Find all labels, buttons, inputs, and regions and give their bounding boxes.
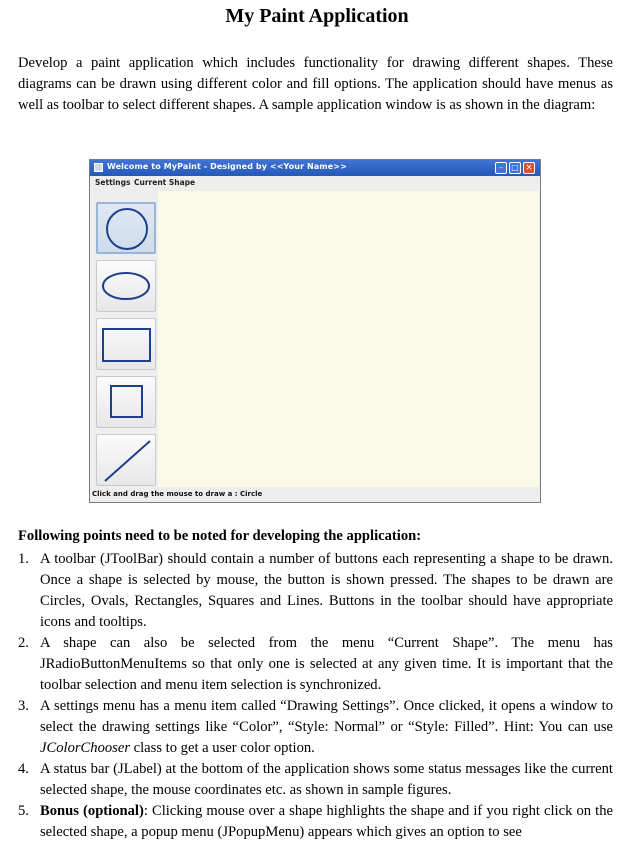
list-item xyxy=(18,549,613,633)
square-icon xyxy=(97,377,157,429)
item-number: 2. xyxy=(18,635,29,651)
line-button[interactable] xyxy=(96,434,156,486)
circle-icon xyxy=(98,204,158,256)
drawing-canvas[interactable] xyxy=(158,191,539,487)
item-text: A status bar (JLabel) at the bottom of the application shows some status messages like the current selected shape, the mouse coordinates etc. as shown in sample figures. xyxy=(40,761,613,798)
rectangle-button[interactable] xyxy=(96,318,156,370)
menu-settings[interactable]: Settings xyxy=(95,178,131,187)
close-icon[interactable]: ✕ xyxy=(523,162,535,174)
list-item xyxy=(18,696,613,759)
class-name: JColorChooser xyxy=(40,740,130,756)
oval-button[interactable] xyxy=(96,260,156,312)
app-window-figure xyxy=(89,159,541,503)
list-item xyxy=(18,759,613,801)
notes-list xyxy=(18,549,613,843)
line-icon xyxy=(97,435,157,487)
item-text: class to get a user color option. xyxy=(130,740,315,756)
status-bar: Click and drag the mouse to draw a : Circle xyxy=(92,490,263,498)
shape-toolbar xyxy=(90,192,157,488)
window-title: Welcome to MyPaint - Designed by <<Your Name>> xyxy=(107,162,347,171)
item-number: 5. xyxy=(18,803,29,819)
item-text: A settings menu has a menu item called “Drawing Settings”. Once clicked, it opens a window to select the drawing settings like “Color”, “Style: Normal” or “Style: Filled”. Hint: You can use xyxy=(40,698,613,735)
item-number: 1. xyxy=(18,551,29,567)
menu-bar xyxy=(90,176,540,189)
item-text: : Clicking mouse over a shape highlights the shape and if you right click on the selected shape, a popup menu (JPopupMenu) appears which gives an option to see xyxy=(40,803,614,840)
menu-current-shape[interactable]: Current Shape xyxy=(134,178,196,187)
minimize-icon[interactable]: – xyxy=(495,162,507,174)
item-text: A shape can also be selected from the menu “Current Shape”. The menu has JRadioButtonMenuItems so that only one is selected at any given time. It is important that the toolbar selection and menu item selection is synchronized. xyxy=(40,635,613,693)
app-icon xyxy=(94,163,103,172)
notes-heading: Following points need to be noted for developing the application: xyxy=(18,528,422,544)
rectangle-icon xyxy=(97,319,157,371)
intro-paragraph: Develop a paint application which includes functionality for drawing different shapes. These diagrams can be drawn using different color and fill options. The application should have menus as well as toolbar to select different shapes. A sample application window is as shown in the diagram: xyxy=(18,55,613,113)
item-number: 3. xyxy=(18,698,29,714)
item-number: 4. xyxy=(18,761,29,777)
item-text: A toolbar (JToolBar) should contain a number of buttons each representing a shape to be drawn. Once a shape is selected by mouse, the button is shown pressed. The shapes to be drawn are Circles, Ovals, Rectangles, Squares and Lines. Buttons in the toolbar should have appropriate icons and tooltips. xyxy=(40,551,613,630)
list-item xyxy=(18,801,613,843)
maximize-icon[interactable]: □ xyxy=(509,162,521,174)
oval-icon xyxy=(97,261,157,313)
circle-button[interactable] xyxy=(96,202,156,254)
document-title: My Paint Application xyxy=(225,5,409,27)
list-item xyxy=(18,633,613,696)
bonus-label: Bonus (optional) xyxy=(40,803,144,819)
window-titlebar[interactable] xyxy=(90,160,540,176)
square-button[interactable] xyxy=(96,376,156,428)
